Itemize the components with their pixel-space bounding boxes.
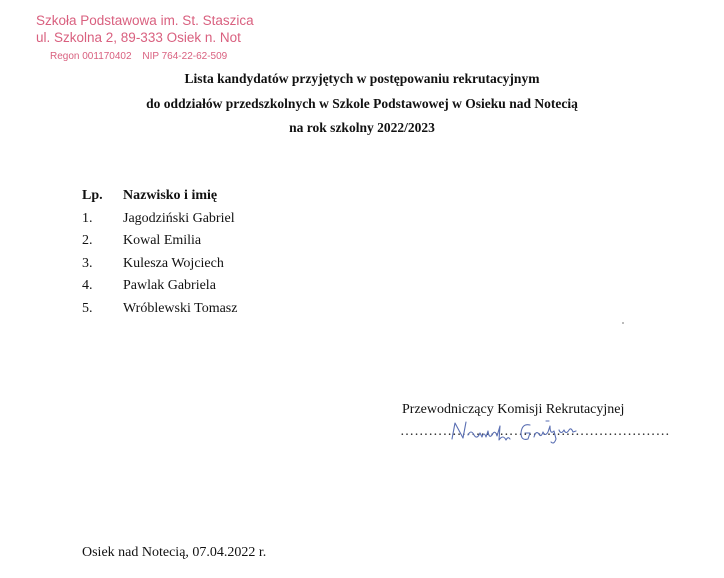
list-item — [82, 298, 237, 321]
stamp-nip: NIP 764-22-62-509 — [142, 51, 228, 62]
committee-chair-title: Przewodniczący Komisji Rekrutacyjnej — [402, 402, 625, 417]
item-lp: 1. — [82, 210, 93, 226]
header-lp: Lp. — [82, 188, 103, 204]
title-line-3: na rok szkolny 2022/2023 — [289, 120, 435, 135]
title-line-1: Lista kandydatów przyjętych w postępowaniu rekrutacyjnym — [184, 71, 540, 86]
item-name: Kowal Emilia — [123, 233, 202, 249]
list-item — [82, 230, 237, 253]
item-lp: 5. — [82, 300, 93, 316]
stamp-school-name: Szkoła Podstawowa im. St. Staszica — [36, 13, 254, 28]
signature-line: ………………………………………………… — [400, 424, 670, 439]
list-item — [82, 253, 237, 276]
stamp-regon: Regon 001170402 — [50, 51, 132, 62]
item-name: Kulesza Wojciech — [123, 255, 224, 271]
candidate-list — [82, 185, 237, 320]
item-lp: 2. — [82, 233, 93, 249]
item-lp: 4. — [82, 278, 93, 294]
place-and-date: Osiek nad Notecią, 07.04.2022 r. — [82, 545, 267, 560]
header-name: Nazwisko i imię — [123, 188, 218, 204]
list-item — [82, 208, 237, 231]
list-header — [82, 185, 237, 208]
scan-speck — [622, 322, 624, 324]
item-name: Pawlak Gabriela — [123, 278, 216, 294]
school-stamp — [36, 12, 254, 64]
item-lp: 3. — [82, 255, 93, 271]
item-name: Jagodziński Gabriel — [123, 210, 235, 226]
stamp-address: ul. Szkolna 2, 89-333 Osiek n. Not — [36, 30, 241, 45]
list-item — [82, 275, 237, 298]
title-line-2: do oddziałów przedszkolnych w Szkole Podstawowej w Osieku nad Notecią — [146, 95, 578, 111]
document-title — [0, 67, 724, 141]
item-name: Wróblewski Tomasz — [123, 300, 238, 316]
handwritten-signature — [448, 415, 598, 449]
stamp-ids — [50, 50, 254, 64]
